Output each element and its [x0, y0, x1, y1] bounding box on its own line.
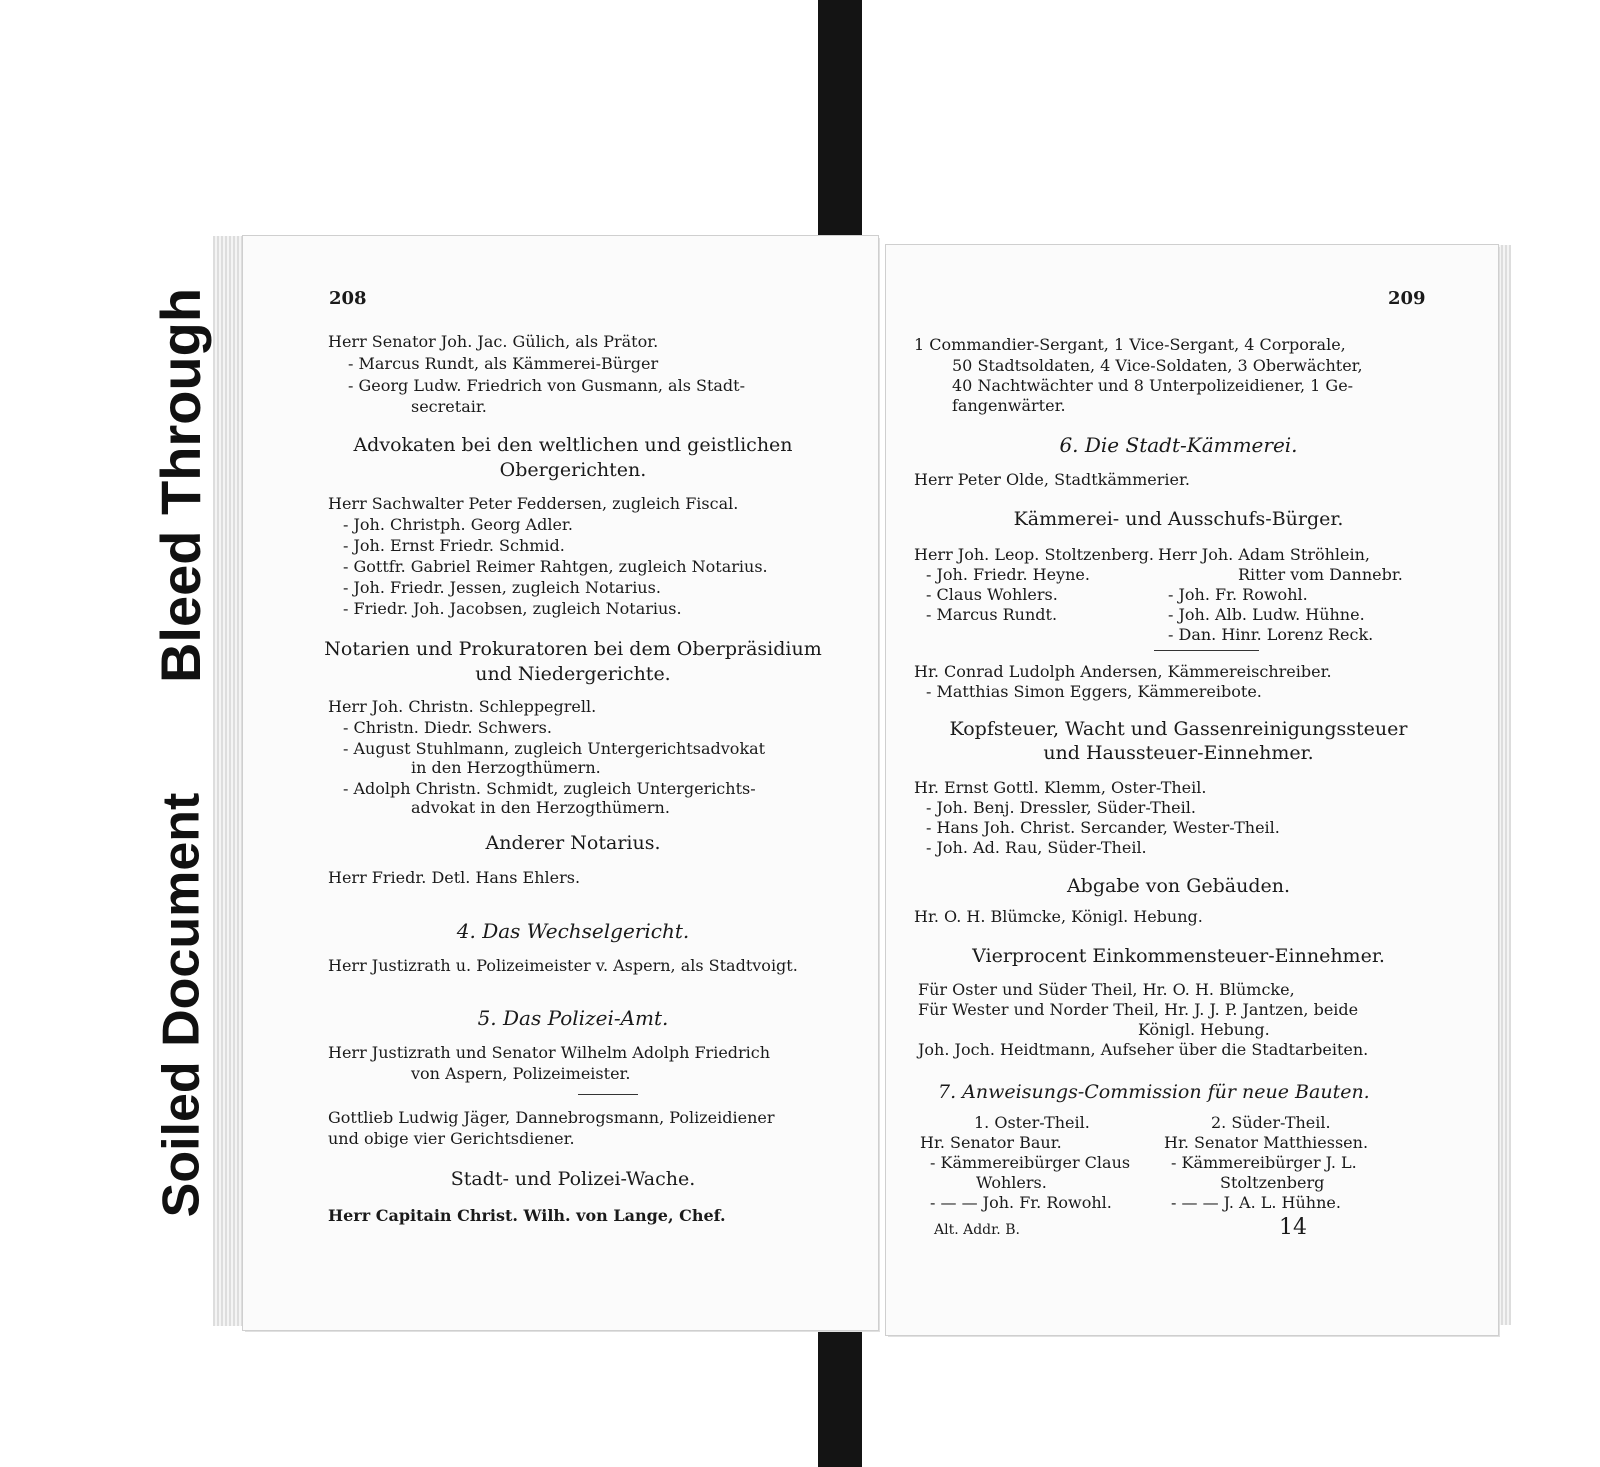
text-line: Herr Peter Olde, Stadtkämmerier.	[914, 470, 1190, 489]
left-page	[243, 236, 878, 1330]
text-line: Herr Joh. Christn. Schleppegrell.	[328, 697, 597, 716]
text-line: Hr. O. H. Blümcke, Königl. Hebung.	[914, 907, 1203, 926]
text-line: - — — J. A. L. Hühne.	[1171, 1193, 1341, 1212]
text-line: - Marcus Rundt, als Kämmerei-Bürger	[348, 354, 659, 373]
text-line: - Kämmereibürger J. L.	[1171, 1153, 1357, 1172]
text-line: Herr Senator Joh. Jac. Gülich, als Prätor.	[328, 332, 659, 351]
text-line: - — — Joh. Fr. Rowohl.	[930, 1193, 1112, 1212]
text-line: - Joh. Christph. Georg Adler.	[343, 515, 573, 534]
text-line: - Christn. Diedr. Schwers.	[343, 718, 552, 737]
section-heading: Abgabe von Gebäuden.	[1066, 875, 1291, 897]
text-line: - Joh. Alb. Ludw. Hühne.	[1168, 605, 1365, 624]
text-line: - August Stuhlmann, zugleich Untergerichtsadvokat	[343, 739, 766, 758]
text-line: - Claus Wohlers.	[926, 585, 1058, 604]
soiled-document-label: Soiled Document	[133, 740, 229, 1270]
text-line: secretair.	[411, 397, 487, 416]
text-line: Wohlers.	[976, 1173, 1047, 1192]
text-line: - Matthias Simon Eggers, Kämmereibote.	[926, 682, 1262, 701]
text-line: Herr Friedr. Detl. Hans Ehlers.	[328, 868, 581, 887]
text-line: 2. Süder-Theil.	[1211, 1113, 1331, 1132]
text-line: - Joh. Benj. Dressler, Süder-Theil.	[926, 798, 1196, 817]
text-line: Herr Justizrath u. Polizeimeister v. Aspern, als Stadtvoigt.	[328, 956, 798, 975]
divider	[1154, 650, 1259, 651]
text-line: 40 Nachtwächter und 8 Unterpolizeidiener, 1 Ge-	[952, 376, 1354, 395]
book-ribbon-bottom	[818, 1310, 862, 1467]
text-line: in den Herzogthümern.	[411, 758, 601, 777]
text-line: Hr. Ernst Gottl. Klemm, Oster-Theil.	[914, 778, 1207, 797]
text-line: advokat in den Herzogthümern.	[411, 798, 670, 817]
text-line: 1. Oster-Theil.	[974, 1113, 1090, 1132]
text-line: 1 Commandier-Sergant, 1 Vice-Sergant, 4 Corporale,	[914, 335, 1346, 354]
section-heading: 6. Die Stadt-Kämmerei.	[1059, 433, 1298, 457]
page-number: 209	[1388, 288, 1426, 309]
signature-mark: Alt. Addr. B.	[934, 1222, 1020, 1238]
section-heading: Notarien und Prokuratoren bei dem Oberpräsidium	[324, 638, 822, 660]
text-line: - Friedr. Joh. Jacobsen, zugleich Notarius.	[343, 599, 682, 618]
text-line: und obige vier Gerichtsdiener.	[328, 1129, 575, 1148]
text-line: - Joh. Ad. Rau, Süder-Theil.	[926, 838, 1147, 857]
text-line: Gottlieb Ludwig Jäger, Dannebrogsmann, Polizeidiener	[328, 1108, 775, 1127]
text-line: 50 Stadtsoldaten, 4 Vice-Soldaten, 3 Oberwächter,	[952, 356, 1363, 375]
text-line: Ritter vom Dannebr.	[1238, 565, 1403, 584]
section-heading: Anderer Notarius.	[485, 832, 661, 854]
page-edges-left	[213, 236, 243, 1326]
section-heading: Vierprocent Einkommensteuer-Einnehmer.	[972, 945, 1385, 967]
section-heading: 5. Das Polizei-Amt.	[477, 1006, 669, 1030]
right-page	[886, 245, 1498, 1335]
text-line: Hr. Conrad Ludolph Andersen, Kämmereischreiber.	[914, 662, 1332, 681]
text-line: von Aspern, Polizeimeister.	[411, 1064, 631, 1083]
text-line: Herr Sachwalter Peter Feddersen, zugleich Fiscal.	[328, 494, 739, 513]
text-line: Für Oster und Süder Theil, Hr. O. H. Blümcke,	[918, 980, 1295, 999]
text-line: Hr. Senator Baur.	[920, 1133, 1062, 1152]
section-heading: Advokaten bei den weltlichen und geistlichen	[353, 434, 793, 456]
signature-number: 14	[1279, 1215, 1307, 1240]
section-heading: und Haussteuer-Einnehmer.	[1043, 742, 1314, 764]
page-edges-right	[1497, 245, 1511, 1325]
text-line: Joh. Joch. Heidtmann, Aufseher über die Stadtarbeiten.	[918, 1040, 1369, 1059]
text-line: Für Wester und Norder Theil, Hr. J. J. P. Jantzen, beide	[918, 1000, 1359, 1019]
text-line: Hr. Senator Matthiessen.	[1164, 1133, 1369, 1152]
section-heading: und Niedergerichte.	[475, 663, 671, 685]
text-line: Stoltzenberg	[1220, 1173, 1325, 1192]
book-ribbon-top	[818, 0, 862, 255]
text-line: - Hans Joh. Christ. Sercander, Wester-Theil.	[926, 818, 1280, 837]
text-line: - Kämmereibürger Claus	[930, 1153, 1131, 1172]
text-line: - Adolph Christn. Schmidt, zugleich Untergerichts-	[343, 779, 756, 798]
bleed-through-label: Bleed Through	[133, 250, 229, 720]
text-line: Königl. Hebung.	[1138, 1020, 1270, 1039]
section-heading: Kopfsteuer, Wacht und Gassenreinigungssteuer	[949, 718, 1408, 740]
text-line: - Georg Ludw. Friedrich von Gusmann, als Stadt-	[348, 376, 745, 395]
text-line: - Joh. Ernst Friedr. Schmid.	[343, 536, 565, 555]
text-line: - Dan. Hinr. Lorenz Reck.	[1168, 625, 1374, 644]
text-line: Herr Joh. Adam Ströhlein,	[1158, 545, 1370, 564]
divider	[578, 1094, 638, 1095]
section-heading: Obergerichten.	[499, 459, 647, 481]
text-line: - Joh. Fr. Rowohl.	[1168, 585, 1308, 604]
page-number: 208	[329, 288, 367, 309]
text-line: - Joh. Friedr. Jessen, zugleich Notarius.	[343, 578, 661, 597]
text-line: Herr Justizrath und Senator Wilhelm Adolph Friedrich	[328, 1043, 771, 1062]
text-line: Herr Joh. Leop. Stoltzenberg.	[914, 545, 1154, 564]
section-heading: 7. Anweisungs-Commission für neue Bauten.	[938, 1081, 1370, 1103]
section-heading: 4. Das Wechselgericht.	[456, 919, 690, 943]
text-line: - Joh. Friedr. Heyne.	[926, 565, 1090, 584]
section-heading: Kämmerei- und Ausschufs-Bürger.	[1013, 508, 1344, 530]
text-line: fangenwärter.	[952, 396, 1066, 415]
text-line: - Marcus Rundt.	[926, 605, 1058, 624]
section-heading: Stadt- und Polizei-Wache.	[450, 1168, 696, 1190]
text-line: - Gottfr. Gabriel Reimer Rahtgen, zugleich Notarius.	[343, 557, 768, 576]
text-line: Herr Capitain Christ. Wilh. von Lange, Chef.	[328, 1206, 726, 1225]
